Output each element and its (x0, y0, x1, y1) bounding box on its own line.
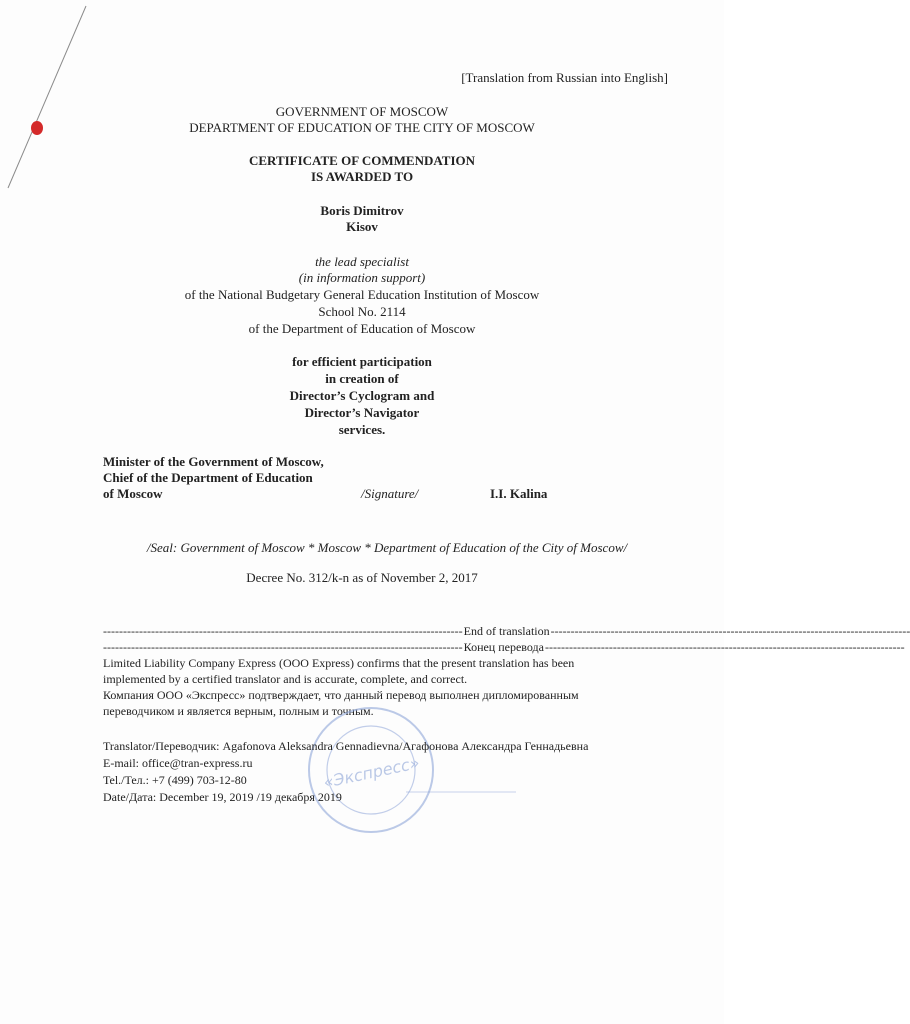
confirmation-ru-line-1: Компания ООО «Экспресс» подтверждает, что данный перевод выполнен дипломированным (103, 688, 579, 702)
recipient-name-line-1: Boris Dimitrov (320, 203, 404, 218)
institution-line-1: of the National Budgetary General Education Institution of Moscow (184, 287, 540, 302)
end-of-translation-label-ru: Конец перевода (463, 640, 544, 654)
dash-fill: ------------------------------------------------------------------------------------------ (550, 624, 910, 638)
authority-line-2: DEPARTMENT OF EDUCATION OF THE CITY OF MOSCOW (189, 120, 535, 135)
certificate-title-line-1: CERTIFICATE OF COMMENDATION (248, 153, 476, 168)
dash-fill: ------------------------------------------------------------------------------------------ (103, 624, 463, 638)
signature-placeholder: /Signature/ (361, 486, 419, 501)
end-of-translation-separator (103, 624, 910, 638)
stamp-label: «Экспресс» (321, 753, 422, 792)
signatory-name: I.I. Kalina (490, 486, 548, 501)
position-line-1: the lead specialist (315, 254, 409, 269)
signatory-title-line-3: of Moscow (103, 486, 163, 501)
authority-line-1: GOVERNMENT OF MOSCOW (275, 104, 449, 119)
dash-fill: ------------------------------------------------------------------------------------------ (544, 640, 905, 654)
confirmation-en-line-1: Limited Liability Company Express (OOO Express) confirms that the present translation has been (103, 656, 575, 670)
end-of-translation-separator-ru (103, 640, 905, 654)
signatory-title-line-2: Chief of the Department of Education (103, 470, 313, 485)
decree-reference: Decree No. 312/k-n as of November 2, 2017 (246, 570, 478, 585)
confirmation-en-line-2: implemented by a certified translator and is accurate, complete, and correct. (103, 672, 468, 686)
seal-description: /Seal: Government of Moscow * Moscow * Department of Education of the City of Moscow/ (146, 540, 628, 555)
signatory-title-line-1: Minister of the Government of Moscow, (103, 454, 324, 469)
contact-phone: Tel./Тел.: +7 (499) 703-12-80 (103, 773, 247, 787)
institution-line-3: of the Department of Education of Moscow (248, 321, 476, 336)
reason-line-4: Director’s Navigator (304, 405, 420, 420)
reason-line-2: in creation of (325, 371, 399, 386)
recipient-name-line-2: Kisov (346, 219, 378, 234)
translation-date: Date/Дата: December 19, 2019 /19 декабря 2019 (103, 790, 342, 804)
reason-line-3: Director’s Cyclogram and (289, 388, 435, 403)
confirmation-ru-line-2: переводчиком и является верным, полным и точным. (103, 704, 374, 718)
contact-email: E-mail: office@tran-express.ru (103, 756, 253, 770)
translation-note: [Translation from Russian into English] (461, 70, 668, 85)
position-line-2: (in information support) (298, 270, 426, 285)
signatory-title (103, 454, 324, 502)
reason-line-1: for efficient participation (292, 354, 432, 369)
institution-line-2: School No. 2114 (318, 304, 406, 319)
dash-fill: ------------------------------------------------------------------------------------------ (103, 640, 463, 654)
reason-line-5: services. (338, 422, 386, 437)
end-of-translation-label: End of translation (463, 624, 550, 638)
translator-contacts (103, 738, 588, 806)
certificate-title-line-2: IS AWARDED TO (310, 169, 414, 184)
translator-name: Translator/Переводчик: Agafonova Aleksandra Gennadievna/Агафонова Александра Геннадьевна (103, 739, 589, 753)
